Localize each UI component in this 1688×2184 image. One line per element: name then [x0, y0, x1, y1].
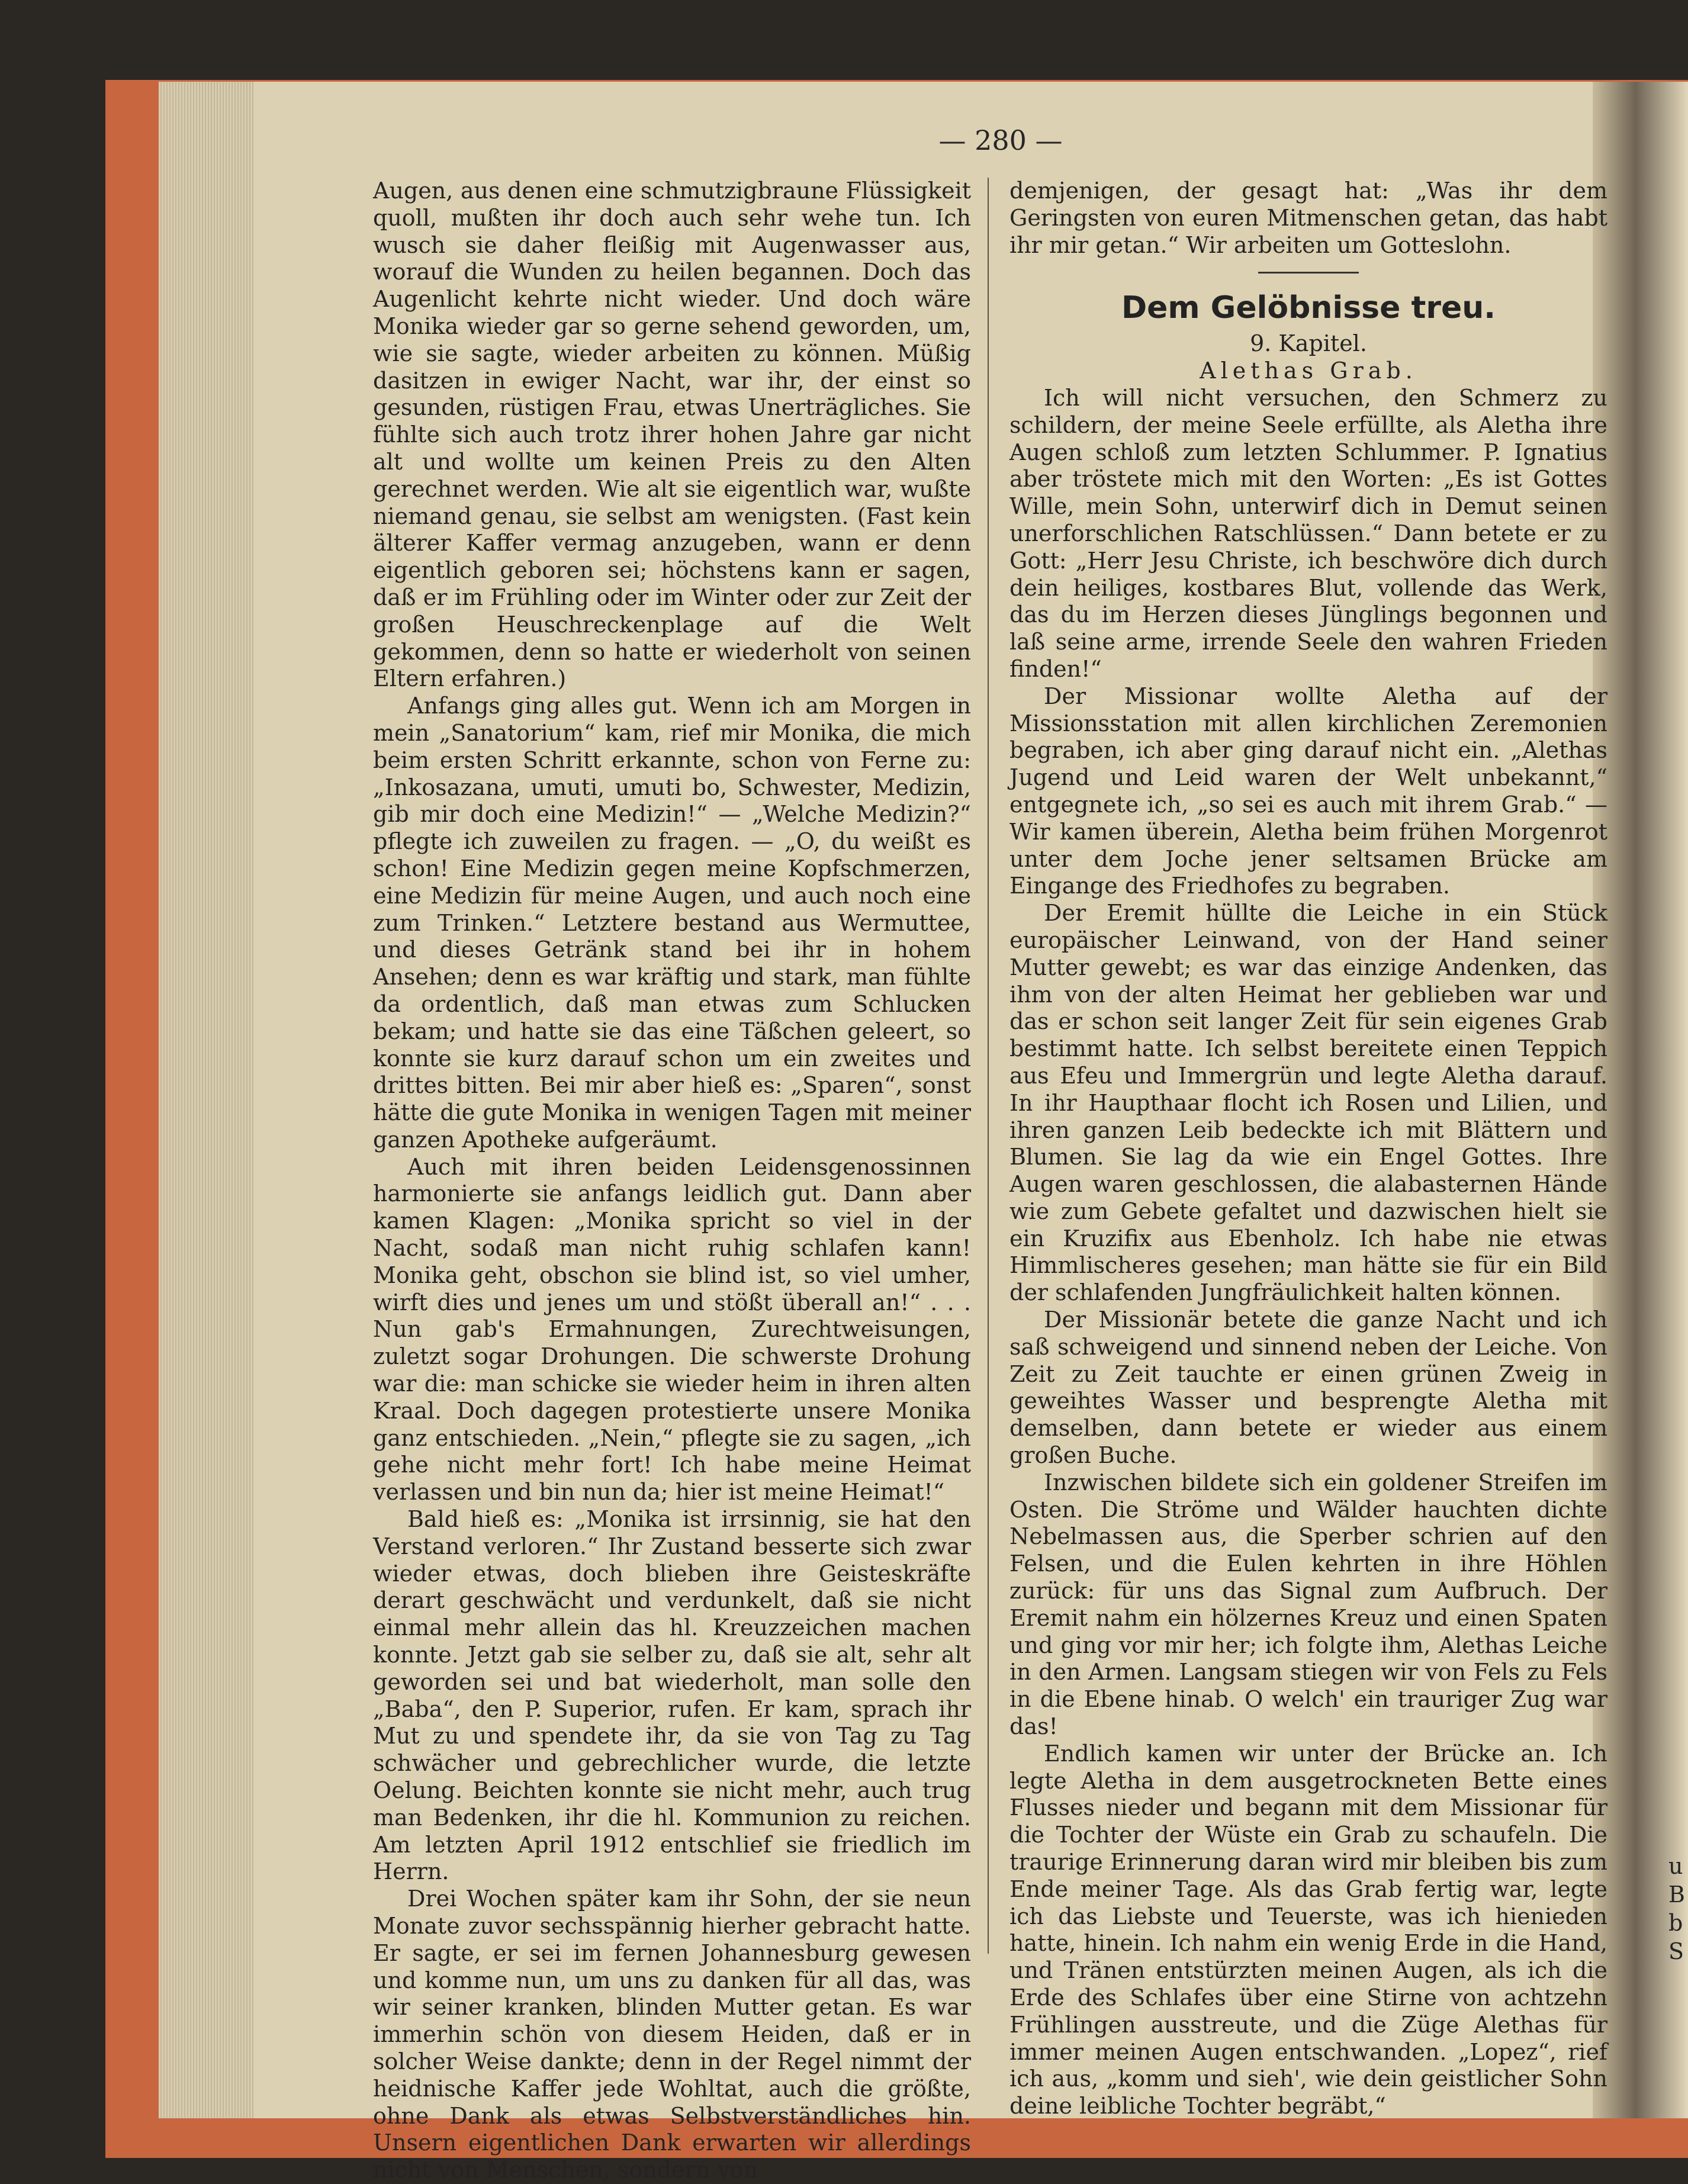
left-column	[373, 178, 971, 2184]
next-page-fragment: S	[1668, 1938, 1684, 1964]
page-stack-edges	[159, 82, 253, 2118]
paragraph: Inzwischen bildete sich ein goldener Streifen im Osten. Die Ströme und Wälder hauchten dichte Nebelmassen aus, die Sperber schrien auf den Felsen, und die Eulen kehrten in ihre Höhlen zurück: für uns das Signal zum Aufbruch. Der Eremit nahm ein hölzernes Kreuz und einen Spaten und ging vor mir her; ich folgte ihm, Alethas Leiche in den Armen. Langsam stiegen wir von Fels zu Fels in die Ebene hinab. O welch' ein trauriger Zug war das!	[1009, 1469, 1607, 1740]
chapter-title: Alethas Grab.	[1200, 358, 1417, 384]
section-rule	[1258, 272, 1359, 274]
paragraph: Bald hieß es: „Monika ist irrsinnig, sie hat den Verstand verloren.“ Ihr Zustand besserte sich zwar wieder etwas, doch blieben ihre Geisteskräfte derart geschwächt und verdunkelt, daß sie nicht einmal mehr allein das hl. Kreuzzeichen machen konnte. Jetzt gab sie selber zu, daß sie alt, sehr alt geworden sei und bat wiederholt, man solle den „Baba“, den P. Superior, rufen. Er kam, sprach ihr Mut zu und spendete ihr, da sie von Tag zu Tag schwächer und gebrechlicher wurde, die letzte Oelung. Beichten konnte sie nicht mehr, auch trug man Bedenken, ihr die hl. Kommunion zu reichen. Am letzten April 1912 entschlief sie friedlich im Herrn.	[373, 1506, 971, 1885]
next-page-fragment: b	[1668, 1910, 1683, 1936]
paragraph: Der Eremit hüllte die Leiche in ein Stück europäischer Leinwand, von der Hand seiner Mutter gewebt; es war das einzige Andenken, das ihm von der alten Heimat her geblieben war und das er schon seit langer Zeit für sein eigenes Grab bestimmt hatte. Ich selbst bereitete einen Teppich aus Efeu und Immergrün und legte Aletha darauf. In ihr Haupthaar flocht ich Rosen und Lilien, und ihren ganzen Leib bedeckte ich mit Blättern und Blumen. Sie lag da wie ein Engel Gottes. Ihre Augen waren geschlossen, die alabasternen Hände wie zum Gebete gefaltet und dazwischen hielt sie ein Kruzifix aus Ebenholz. Ich habe nie etwas Himmlischeres gesehen; man hätte sie für ein Bild der schlafenden Jungfräulichkeit halten können.	[1009, 900, 1607, 1306]
paragraph: Auch mit ihren beiden Leidensgenossinnen harmonierte sie anfangs leidlich gut. Dann aber kamen Klagen: „Monika spricht so viel in der Nacht, sodaß man nicht ruhig schlafen kann! Monika geht, obschon sie blind ist, so viel umher, wirft dies und jenes um und stößt überall an!“ . . . Nun gab's Ermahnungen, Zurechtweisungen, zuletzt sogar Drohungen. Die schwerste Drohung war die: man schicke sie wieder heim in ihren alten Kraal. Doch dagegen protestierte unsere Monika ganz entschieden. „Nein,“ pflegte sie zu sagen, „ich gehe nicht mehr fort! Ich habe meine Heimat verlassen und bin nun da; hier ist meine Heimat!“	[373, 1153, 971, 1506]
paragraph: demjenigen, der gesagt hat: „Was ihr dem Geringsten von euren Mitmenschen getan, das habt ihr mir getan.“ Wir arbeiten um Gotteslohn.	[1009, 178, 1607, 258]
paragraph: Der Missionar wollte Aletha auf der Missionsstation mit allen kirchlichen Zeremonien begraben, ich aber ging darauf nicht ein. „Alethas Jugend und Leid waren der Welt unbekannt,“ entgegnete ich, „so sei es auch mit ihrem Grab.“ — Wir kamen überein, Aletha beim frühen Morgenrot unter dem Joche jener seltsamen Brücke am Eingange des Friedhofes zu begraben.	[1009, 683, 1607, 899]
paragraph: Drei Wochen später kam ihr Sohn, der sie neun Monate zuvor sechsspännig hierher gebracht hatte. Er sagte, er sei im fernen Johannesburg gewesen und komme nun, um uns zu danken für all das, was wir seiner kranken, blinden Mutter getan. Es war immerhin schön von diesem Heiden, daß er in solcher Weise dankte; denn in der Regel nimmt der heidnische Kaffer jede Wohltat, auch die größte, ohne Dank als etwas Selbstverständliches hin. Unsern eigentlichen Dank erwarten wir allerdings nicht von Menschen, sondern von	[373, 1886, 971, 2183]
column-divider	[988, 178, 989, 1954]
page-number: — 280 —	[938, 124, 1063, 156]
right-column	[1009, 178, 1607, 2120]
paragraph: Endlich kamen wir unter der Brücke an. Ich legte Aletha in dem ausgetrockneten Bette eines Flusses nieder und begann mit dem Missionar für die Tochter der Wüste ein Grab zu schaufeln. Die traurige Erinnerung daran wird mir bleiben bis zum Ende meiner Tage. Als das Grab fertig war, legte ich das Liebste und Teuerste, was ich hienieden hatte, hinein. Ich nahm ein wenig Erde in die Hand, und Tränen entstürzten meinen Augen, als ich die Erde des Schlafes über eine Stirne von achtzehn Frühlingen ausstreute, und die Züge Alethas für immer meinen Augen entschwanden. „Lopez“, rief ich aus, „komm und sieh', wie dein geistlicher Sohn deine leibliche Tochter begräbt,“	[1009, 1740, 1607, 2119]
next-page-fragment: B	[1668, 1881, 1685, 1908]
paragraph: Anfangs ging alles gut. Wenn ich am Morgen in mein „Sanatorium“ kam, rief mir Monika, die mich beim ersten Schritt erkannte, schon von Ferne zu: „Inkosazana, umuti, umuti bo, Schwester, Medizin, gib mir doch eine Medizin!“ — „Welche Medizin?“ pflegte ich zuweilen zu fragen. — „O, du weißt es schon! Eine Medizin gegen meine Kopfschmerzen, eine Medizin für meine Augen, und auch noch eine zum Trinken.“ Letztere bestand aus Wermuttee, und dieses Getränk stand bei ihr in hohem Ansehen; denn es war kräftig und stark, man fühlte da ordentlich, daß man etwas zum Schlucken bekam; und hatte sie das eine Täßchen geleert, so konnte sie kurz darauf schon um ein zweites und drittes bitten. Bei mir aber hieß es: „Sparen“, sonst hätte die gute Monika in wenigen Tagen mit meiner ganzen Apotheke aufgeräumt.	[373, 693, 971, 1153]
paragraph: Ich will nicht versuchen, den Schmerz zu schildern, der meine Seele erfüllte, als Aletha ihre Augen schloß zum letzten Schlummer. P. Ignatius aber tröstete mich mit den Worten: „Es ist Gottes Wille, mein Sohn, unterwirf dich in Demut seinen unerforschlichen Ratschlüssen.“ Dann betete er zu Gott: „Herr Jesu Christe, ich beschwöre dich durch dein heiliges, kostbares Blut, vollende das Werk, das du im Herzen dieses Jünglings begonnen und laß seine arme, irrende Seele den wahren Frieden finden!“	[1009, 384, 1607, 682]
next-page-fragment: u	[1668, 1853, 1683, 1879]
article-heading: Dem Gelöbnisse treu.	[1121, 290, 1496, 326]
paragraph: Augen, aus denen eine schmutzigbraune Flüssigkeit quoll, mußten ihr doch auch sehr wehe tun. Ich wusch sie daher fleißig mit Augenwasser aus, worauf die Wunden zu heilen begannen. Doch das Augenlicht kehrte nicht wieder. Und doch wäre Monika wieder gar so gerne sehend geworden, um, wie sie sagte, wieder arbeiten zu können. Müßig dasitzen in ewiger Nacht, war ihr, der einst so gesunden, rüstigen Frau, etwas Unerträgliches. Sie fühlte sich auch trotz ihrer hohen Jahre gar nicht alt und wollte um keinen Preis zu den Alten gerechnet werden. Wie alt sie eigentlich war, wußte niemand genau, sie selbst am wenigsten. (Fast kein älterer Kaffer vermag anzugeben, wann er denn eigentlich geboren sei; höchstens kann er sagen, daß er im Frühling oder im Winter oder zur Zeit der großen Heuschreckenplage auf die Welt gekommen, denn so hatte er wiederholt von seinen Eltern erfahren.)	[373, 178, 971, 692]
chapter-number: 9. Kapitel.	[1250, 330, 1367, 357]
paragraph: Der Missionär betete die ganze Nacht und ich saß schweigend und sinnend neben der Leiche. Von Zeit zu Zeit tauchte er einen grünen Zweig in geweihtes Wasser und besprengte Aletha mit demselben, dann betete er wieder aus einem großen Buche.	[1009, 1307, 1607, 1469]
